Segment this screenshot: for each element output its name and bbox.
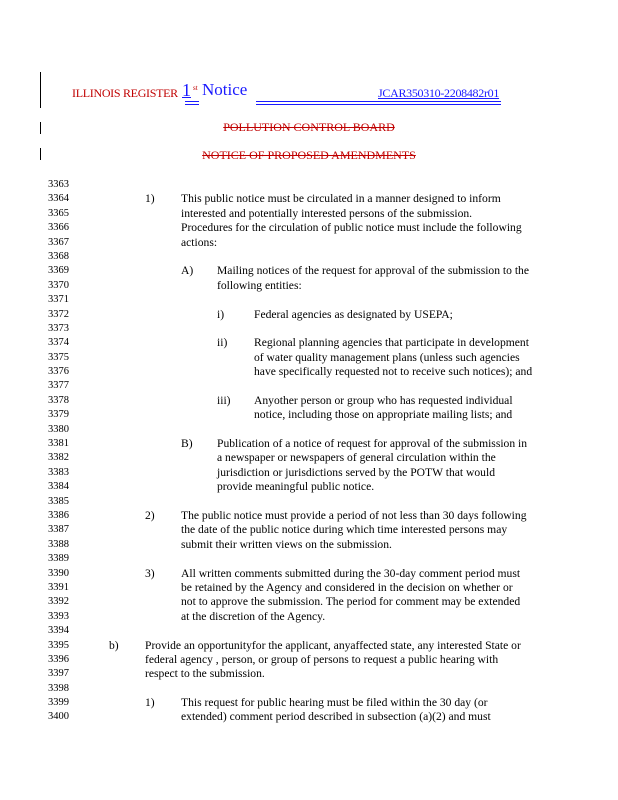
line-text: Federal agencies as designated by USEPA; <box>254 307 453 321</box>
line-number: 3397 <box>48 668 69 680</box>
line-number: 3387 <box>48 524 69 536</box>
line-text: a newspaper or newspapers of general circulation within the <box>217 451 496 465</box>
line-text: jurisdiction or jurisdictions served by the POTW that would <box>217 465 496 479</box>
item-marker: B) <box>181 437 193 451</box>
line-text: following entities: <box>217 278 302 292</box>
line-text: Provide an opportunityfor the applicant, anyaffected state, any interested State or <box>145 638 521 652</box>
document-line <box>0 653 618 667</box>
item-marker: ii) <box>217 336 228 350</box>
page-number: 1 <box>182 80 191 100</box>
line-number: 3389 <box>48 553 69 565</box>
board-title: POLLUTION CONTROL BOARD <box>223 120 395 134</box>
document-line <box>0 667 618 681</box>
line-number: 3390 <box>48 567 69 579</box>
line-number: 3379 <box>48 409 69 421</box>
line-text: extended) comment period described in subsection (a)(2) and must <box>181 710 491 724</box>
document-line <box>0 221 618 235</box>
line-number: 3395 <box>48 639 69 651</box>
line-number: 3383 <box>48 466 69 478</box>
line-number: 3373 <box>48 322 69 334</box>
register-name: ILLINOIS REGISTER <box>72 86 178 100</box>
document-line <box>0 322 618 336</box>
line-text: All written comments submitted during the 30-day comment period must <box>181 566 521 580</box>
line-text: Anyother person or group who has requested individual <box>254 393 513 407</box>
line-number: 3365 <box>48 207 69 219</box>
document-line <box>0 509 618 523</box>
line-text: Publication of a notice of request for approval of the submission in <box>217 437 528 451</box>
document-line <box>0 293 618 307</box>
document-line <box>0 351 618 365</box>
document-line <box>0 538 618 552</box>
item-marker: iii) <box>217 393 231 407</box>
document-line <box>0 696 618 710</box>
line-number: 3369 <box>48 265 69 277</box>
line-number: 3382 <box>48 452 69 464</box>
line-text: interested and potentially interested persons of the submission. <box>181 206 473 220</box>
line-text: federal agency , person, or group of persons to request a public hearing with <box>145 652 499 666</box>
line-text: actions: <box>181 235 218 249</box>
document-line <box>0 264 618 278</box>
item-marker: i) <box>217 307 225 321</box>
line-number: 3398 <box>48 682 69 694</box>
line-number: 3377 <box>48 380 69 392</box>
line-number: 3396 <box>48 653 69 665</box>
line-number: 3370 <box>48 279 69 291</box>
document-line <box>0 624 618 638</box>
line-number: 3400 <box>48 711 69 723</box>
line-number: 3372 <box>48 308 69 320</box>
line-number: 3366 <box>48 222 69 234</box>
item-marker: A) <box>181 264 194 278</box>
line-number: 3384 <box>48 481 69 493</box>
line-text: This request for public hearing must be filed within the 30 day (or <box>181 696 488 710</box>
item-marker: 2) <box>145 508 155 522</box>
document-line <box>0 236 618 250</box>
notice-title: NOTICE OF PROPOSED AMENDMENTS <box>202 148 416 162</box>
document-line <box>0 408 618 422</box>
line-number: 3374 <box>48 337 69 349</box>
line-number: 3392 <box>48 596 69 608</box>
document-line <box>0 437 618 451</box>
line-number: 3391 <box>48 581 69 593</box>
document-code: JCAR350310-2208482r01 <box>378 86 500 100</box>
document-line <box>0 595 618 609</box>
line-text: provide meaningful public notice. <box>217 480 375 494</box>
line-text: respect to the submission. <box>145 667 265 681</box>
document-line <box>0 192 618 206</box>
line-text: This public notice must be circulated in a manner designed to inform <box>181 192 501 206</box>
document-line <box>0 567 618 581</box>
document-line <box>0 523 618 537</box>
line-text: Procedures for the circulation of public notice must include the following <box>181 221 522 235</box>
document-line <box>0 552 618 566</box>
document-line <box>0 336 618 350</box>
line-text: The public notice must provide a period of not less than 30 days following <box>181 508 527 522</box>
document-line <box>0 207 618 221</box>
line-number: 3386 <box>48 509 69 521</box>
line-text: be retained by the Agency and considered in the decision on whether or <box>181 580 513 594</box>
header-rule <box>185 104 199 105</box>
line-text: at the discretion of the Agency. <box>181 609 326 623</box>
document-line <box>0 279 618 293</box>
line-number: 3375 <box>48 351 69 363</box>
document-line <box>0 495 618 509</box>
document-line <box>0 365 618 379</box>
line-number: 3399 <box>48 697 69 709</box>
item-marker: 1) <box>145 696 155 710</box>
line-text: Regional planning agencies that participate in development <box>254 336 529 350</box>
line-number: 3363 <box>48 179 69 190</box>
line-number: 3378 <box>48 394 69 406</box>
change-bar <box>40 72 41 108</box>
document-line <box>0 178 618 192</box>
document-line <box>0 423 618 437</box>
document-line <box>0 379 618 393</box>
document-line <box>0 466 618 480</box>
line-number: 3367 <box>48 236 69 248</box>
document-line <box>0 250 618 264</box>
notice-label: Notice <box>202 80 248 99</box>
document-line <box>0 480 618 494</box>
line-text: of water quality management plans (unless such agencies <box>254 350 520 364</box>
line-number: 3380 <box>48 423 69 435</box>
line-number: 3388 <box>48 538 69 550</box>
item-marker: b) <box>109 638 119 652</box>
document-line <box>0 710 618 724</box>
header-rule <box>256 104 501 105</box>
line-text: notice, including those on appropriate mailing lists; and <box>254 408 513 422</box>
line-text: not to approve the submission. The period for comment may be extended <box>181 595 521 609</box>
page-number-suffix: st <box>193 84 198 92</box>
line-text: the date of the public notice during which time interested persons may <box>181 523 508 537</box>
line-number: 3394 <box>48 625 69 637</box>
document-line <box>0 451 618 465</box>
line-number: 3393 <box>48 610 69 622</box>
item-marker: 3) <box>145 566 155 580</box>
document-line <box>0 639 618 653</box>
item-marker: 1) <box>145 192 155 206</box>
line-number: 3385 <box>48 495 69 507</box>
header-rule <box>256 101 501 102</box>
line-number: 3364 <box>48 193 69 205</box>
line-number: 3371 <box>48 294 69 306</box>
line-text: submit their written views on the submission. <box>181 537 392 551</box>
line-number: 3376 <box>48 366 69 378</box>
document-line <box>0 308 618 322</box>
line-text: Mailing notices of the request for approval of the submission to the <box>217 264 530 278</box>
document-line <box>0 610 618 624</box>
line-number: 3368 <box>48 250 69 262</box>
document-body <box>0 178 618 725</box>
header-rule <box>185 101 199 102</box>
document-line <box>0 682 618 696</box>
document-line <box>0 394 618 408</box>
line-number: 3381 <box>48 438 69 450</box>
document-line <box>0 581 618 595</box>
line-text: have specifically requested not to receive such notices); and <box>254 365 533 379</box>
